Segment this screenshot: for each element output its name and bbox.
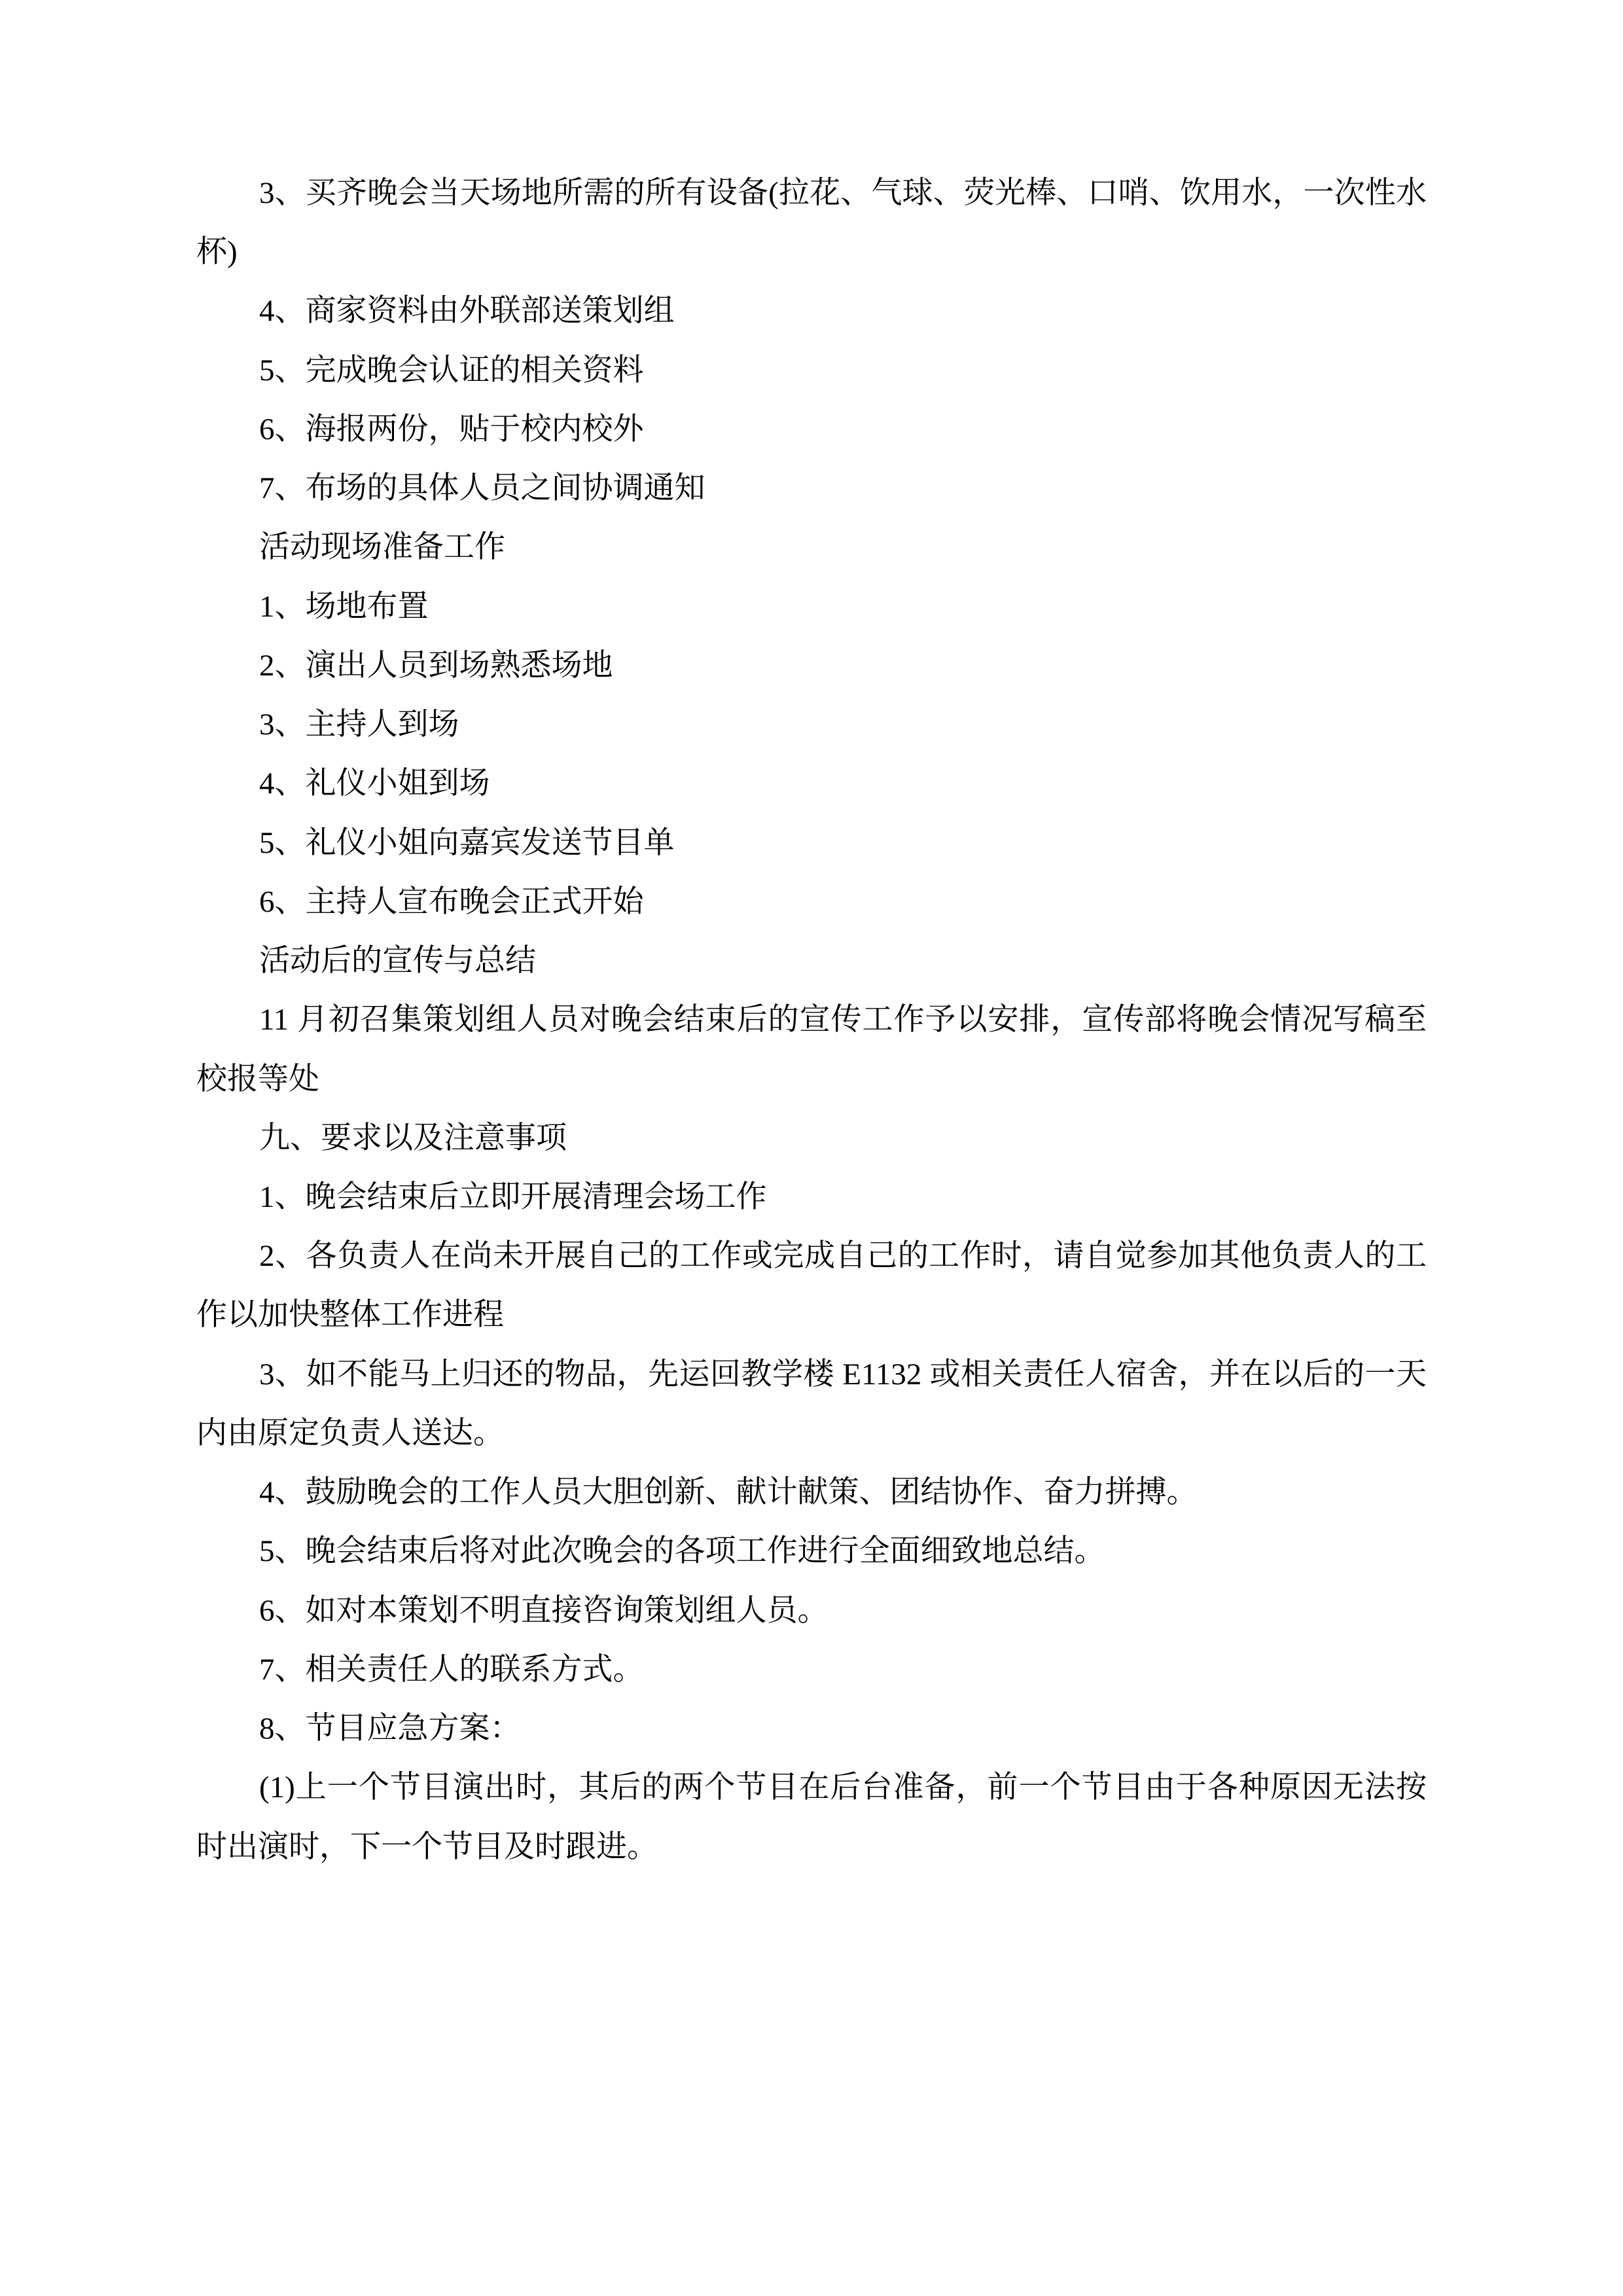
paragraph-req-3-return-items: 3、如不能马上归还的物品，先运回教学楼 E1132 或相关责任人宿舍，并在以后的一天内由原定负责人送达。	[196, 1357, 1427, 1450]
paragraph-onsite-2-performers: 2、演出人员到场熟悉场地	[259, 648, 613, 683]
paragraph-onsite-3-host: 3、主持人到场	[259, 708, 459, 742]
paragraph-post-publicity-detail: 11 月初召集策划组人员对晚会结束后的宣传工作予以安排，宣传部将晚会情况写稿至校报等处	[196, 1003, 1427, 1096]
paragraph-item-5-certification: 5、完成晚会认证的相关资料	[259, 353, 644, 387]
paragraph-onsite-6-host-opens: 6、主持人宣布晚会正式开始	[259, 884, 644, 919]
paragraph-onsite-5-program-list: 5、礼仪小姐向嘉宾发送节目单	[259, 825, 675, 860]
heading-post-event-publicity: 活动后的宣传与总结	[259, 944, 536, 978]
paragraph-req-1-cleanup: 1、晚会结束后立即开展清理会场工作	[259, 1179, 767, 1214]
document-body	[196, 164, 1427, 1876]
paragraph-req-5-summary: 5、晚会结束后将对此次晚会的各项工作进行全面细致地总结。	[259, 1534, 1105, 1569]
paragraph-req-4-encourage: 4、鼓励晚会的工作人员大胆创新、献计献策、团结协作、奋力拼搏。	[259, 1475, 1198, 1510]
heading-onsite-preparation: 活动现场准备工作	[259, 530, 505, 565]
heading-section-nine-requirements: 九、要求以及注意事项	[259, 1121, 567, 1155]
paragraph-item-6-posters: 6、海报两份，贴于校内校外	[259, 412, 644, 446]
paragraph-item-3-equipment: 3、买齐晚会当天场地所需的所有设备(拉花、气球、荧光棒、口哨、饮用水，一次性水杯)	[196, 176, 1427, 270]
paragraph-emergency-plan-1: (1)上一个节目演出时，其后的两个节目在后台准备，前一个节目由于各种原因无法按时出演时，下一个节目及时跟进。	[196, 1770, 1427, 1864]
paragraph-req-2-cooperation: 2、各负责人在尚未开展自己的工作或完成自己的工作时，请自觉参加其他负责人的工作以加快整体工作进程	[196, 1239, 1427, 1333]
paragraph-req-8-emergency: 8、节目应急方案：	[259, 1712, 521, 1746]
paragraph-req-6-consult: 6、如对本策划不明直接咨询策划组人员。	[259, 1593, 829, 1628]
paragraph-req-7-contact: 7、相关责任人的联系方式。	[259, 1652, 644, 1687]
paragraph-item-4-merchant-info: 4、商家资料由外联部送策划组	[259, 294, 675, 329]
paragraph-onsite-1-venue-setup: 1、场地布置	[259, 589, 429, 624]
paragraph-item-7-staff-coordination: 7、布场的具体人员之间协调通知	[259, 471, 705, 506]
paragraph-onsite-4-etiquette: 4、礼仪小姐到场	[259, 766, 490, 801]
